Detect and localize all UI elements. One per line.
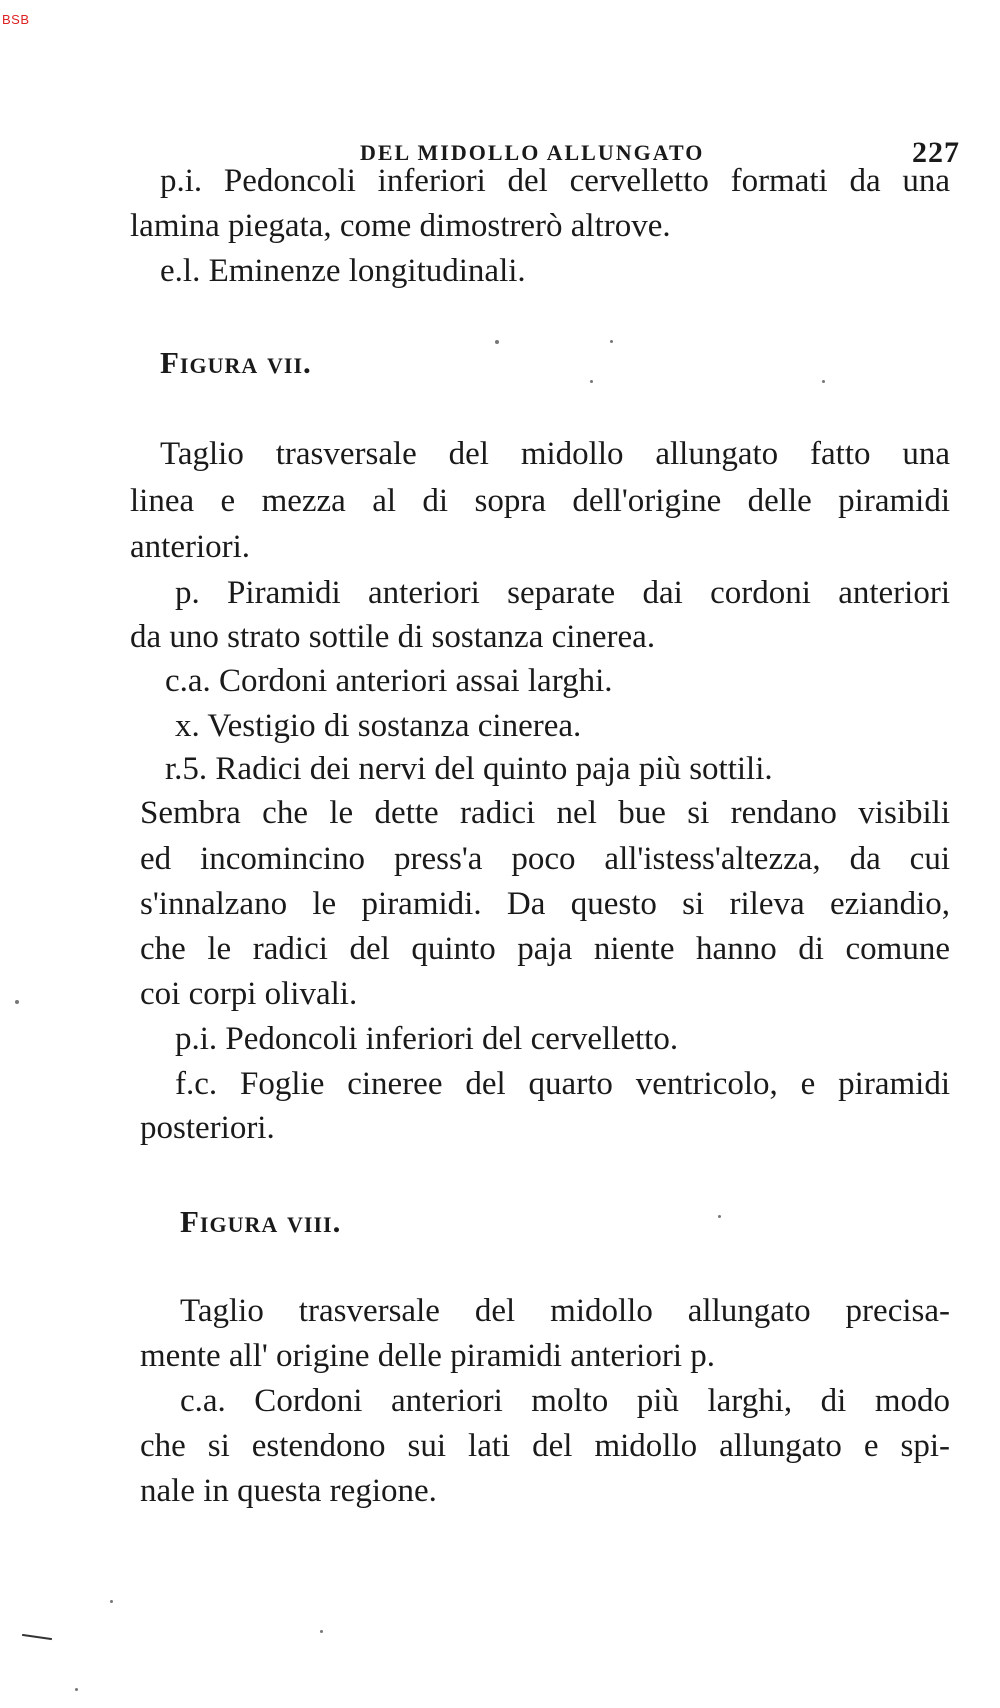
figure-vii-heading: Figura vii. [160, 345, 312, 380]
text-line: Taglio trasversale del midollo allungato fatto una [160, 436, 950, 472]
text-line: ed incomincino press'a poco all'istess'altezza, da cui [140, 841, 950, 877]
text-line: da uno strato sottile di sostanza cinerea. [130, 619, 656, 655]
text-line: r.5. Radici dei nervi del quinto paja più sottili. [165, 751, 773, 787]
text-line: anteriori. [130, 529, 251, 565]
text-line: p.i. Pedoncoli inferiori del cervelletto. [175, 1021, 679, 1057]
text-line: mente all' origine delle piramidi anteriori p. [140, 1338, 716, 1374]
text-line: c.a. Cordoni anteriori molto più larghi, di modo [180, 1383, 950, 1419]
page-number: 227 [912, 136, 960, 169]
text-line: che si estendono sui lati del midollo allungato e spi- [140, 1428, 950, 1464]
text-line: p. Piramidi anteriori separate dai cordoni anteriori [175, 575, 950, 611]
text-line: c.a. Cordoni anteriori assai larghi. [165, 663, 613, 699]
text-line: nale in questa regione. [140, 1473, 437, 1509]
scan-speck [822, 380, 825, 383]
text-line: Taglio trasversale del midollo allungato precisa- [180, 1293, 950, 1329]
library-stamp: BSB [2, 12, 30, 27]
text-line: s'innalzano le piramidi. Da questo si rileva eziandio, [140, 886, 950, 922]
scan-speck [718, 1215, 721, 1218]
text-line: posteriori. [140, 1110, 275, 1146]
scan-speck [75, 1688, 78, 1691]
scan-speck [110, 1600, 113, 1603]
text-line: coi corpi olivali. [140, 976, 358, 1012]
text-line: p.i. Pedoncoli inferiori del cervelletto formati da una [160, 163, 950, 199]
scan-mark [22, 1634, 52, 1640]
scan-speck [495, 340, 499, 344]
text-line: lamina piegata, come dimostrerò altrove. [130, 208, 671, 244]
figure-viii-heading: Figura viii. [180, 1204, 342, 1239]
scan-speck [15, 1000, 19, 1004]
running-head: DEL MIDOLLO ALLUNGATO [360, 140, 705, 165]
scan-speck [610, 340, 613, 343]
text-line: Sembra che le dette radici nel bue si rendano visibili [140, 795, 950, 831]
scan-speck [320, 1630, 323, 1633]
text-line: linea e mezza al di sopra dell'origine delle piramidi [130, 483, 950, 519]
text-line: che le radici del quinto paja niente hanno di comune [140, 931, 950, 967]
scan-speck [590, 380, 593, 383]
text-line: f.c. Foglie cineree del quarto ventricolo, e piramidi [175, 1066, 950, 1102]
text-line: x. Vestigio di sostanza cinerea. [175, 708, 582, 744]
text-line: e.l. Eminenze longitudinali. [160, 253, 526, 289]
